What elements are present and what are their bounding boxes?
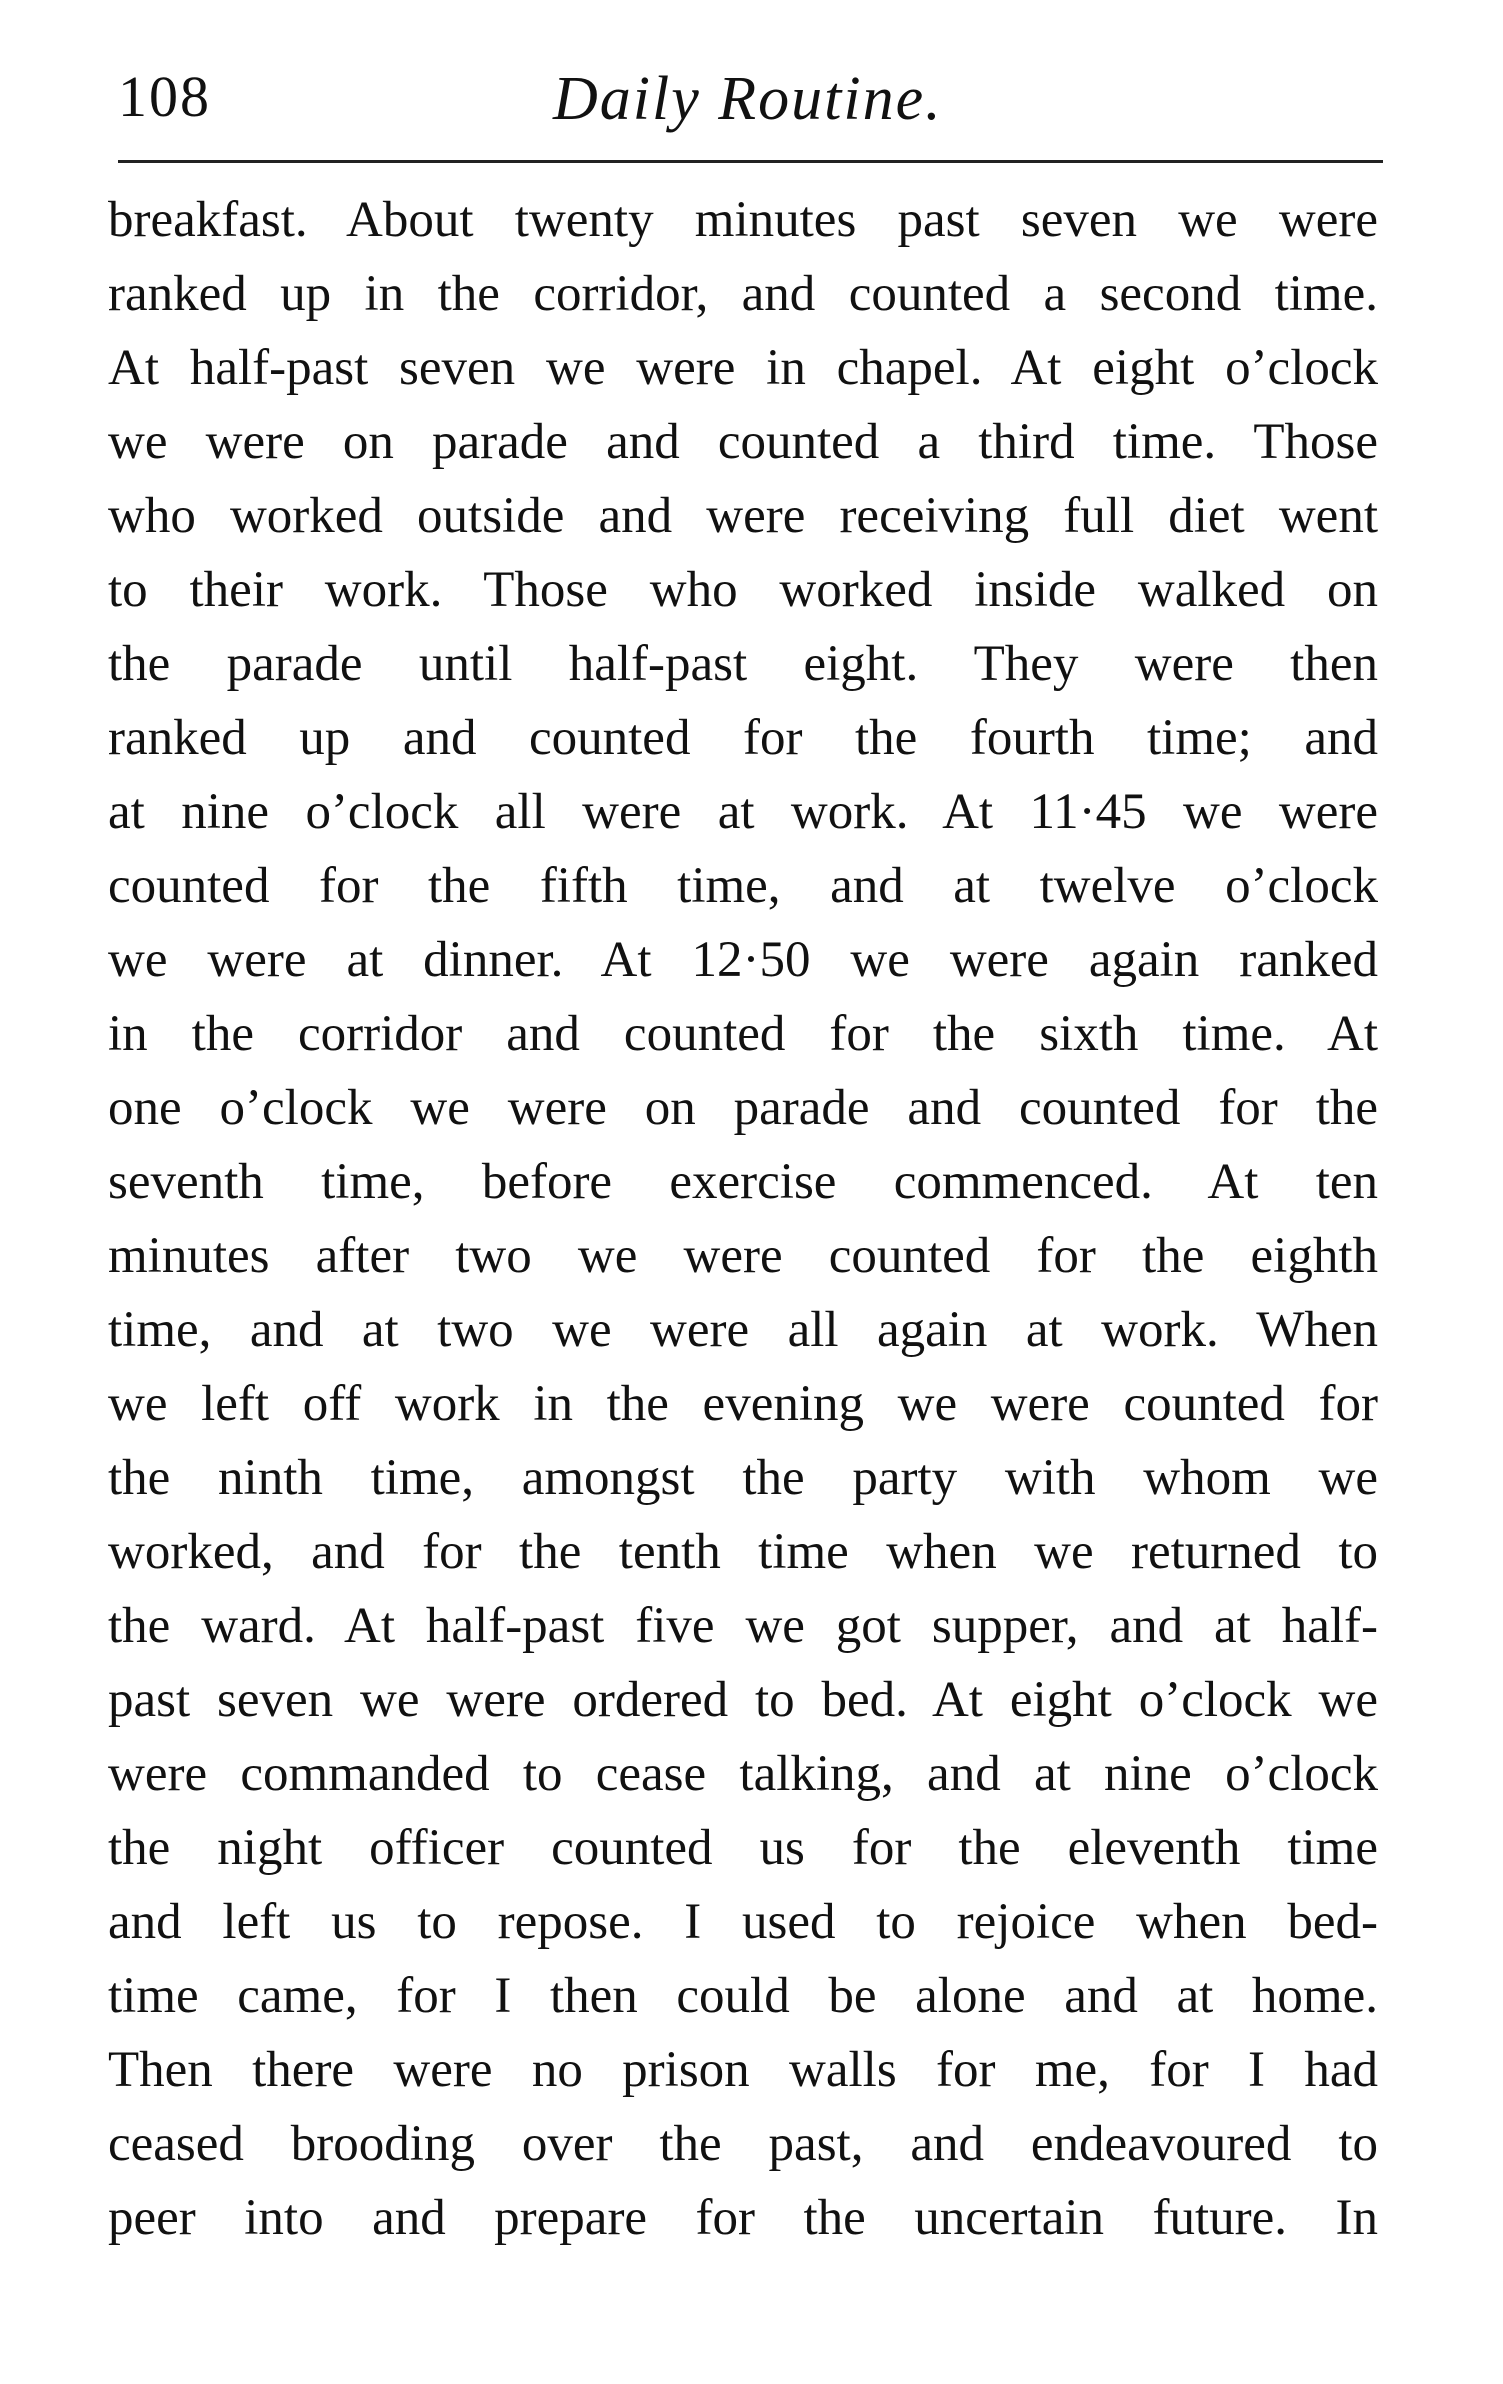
text-line: we were on parade and counted a third time. Those	[108, 414, 1378, 470]
running-title: Daily Routine.	[553, 65, 943, 133]
text-line: the night officer counted us for the eleventh time	[108, 1820, 1378, 1876]
text-line: and left us to repose. I used to rejoice when bed-	[108, 1894, 1378, 1950]
body-text	[108, 183, 1378, 2255]
text-line: At half-past seven we were in chapel. At eight o’clock	[108, 340, 1378, 396]
text-line: minutes after two we were counted for the eighth	[108, 1228, 1378, 1284]
page-header	[118, 62, 1383, 152]
text-line: one o’clock we were on parade and counted for the	[108, 1080, 1378, 1136]
text-line: counted for the fifth time, and at twelve o’clock	[108, 858, 1378, 914]
text-line: in the corridor and counted for the sixth time. At	[108, 1006, 1378, 1062]
text-line: we were at dinner. At 12·50 we were again ranked	[108, 932, 1378, 988]
text-line: the ninth time, amongst the party with whom we	[108, 1450, 1378, 1506]
text-line: ceased brooding over the past, and endeavoured to	[108, 2116, 1378, 2172]
header-rule	[118, 160, 1383, 163]
text-line: past seven we were ordered to bed. At eight o’clock we	[108, 1672, 1378, 1728]
text-line: at nine o’clock all were at work. At 11·45 we were	[108, 784, 1378, 840]
text-line: ranked up in the corridor, and counted a second time.	[108, 266, 1378, 322]
page-number: 108	[118, 64, 211, 129]
text-line: Then there were no prison walls for me, for I had	[108, 2042, 1378, 2098]
text-line: breakfast. About twenty minutes past seven we were	[108, 192, 1378, 248]
text-line: were commanded to cease talking, and at nine o’clock	[108, 1746, 1378, 1802]
text-line: peer into and prepare for the uncertain future. In	[108, 2190, 1378, 2246]
text-line: the ward. At half-past five we got supper, and at half-	[108, 1598, 1378, 1654]
text-line: seventh time, before exercise commenced. At ten	[108, 1154, 1378, 1210]
text-line: the parade until half-past eight. They were then	[108, 636, 1378, 692]
text-line: worked, and for the tenth time when we returned to	[108, 1524, 1378, 1580]
text-line: who worked outside and were receiving full diet went	[108, 488, 1378, 544]
text-line: time came, for I then could be alone and at home.	[108, 1968, 1378, 2024]
text-line: to their work. Those who worked inside walked on	[108, 562, 1378, 618]
text-line: ranked up and counted for the fourth time; and	[108, 710, 1378, 766]
text-line: time, and at two we were all again at work. When	[108, 1302, 1378, 1358]
text-line: we left off work in the evening we were counted for	[108, 1376, 1378, 1432]
